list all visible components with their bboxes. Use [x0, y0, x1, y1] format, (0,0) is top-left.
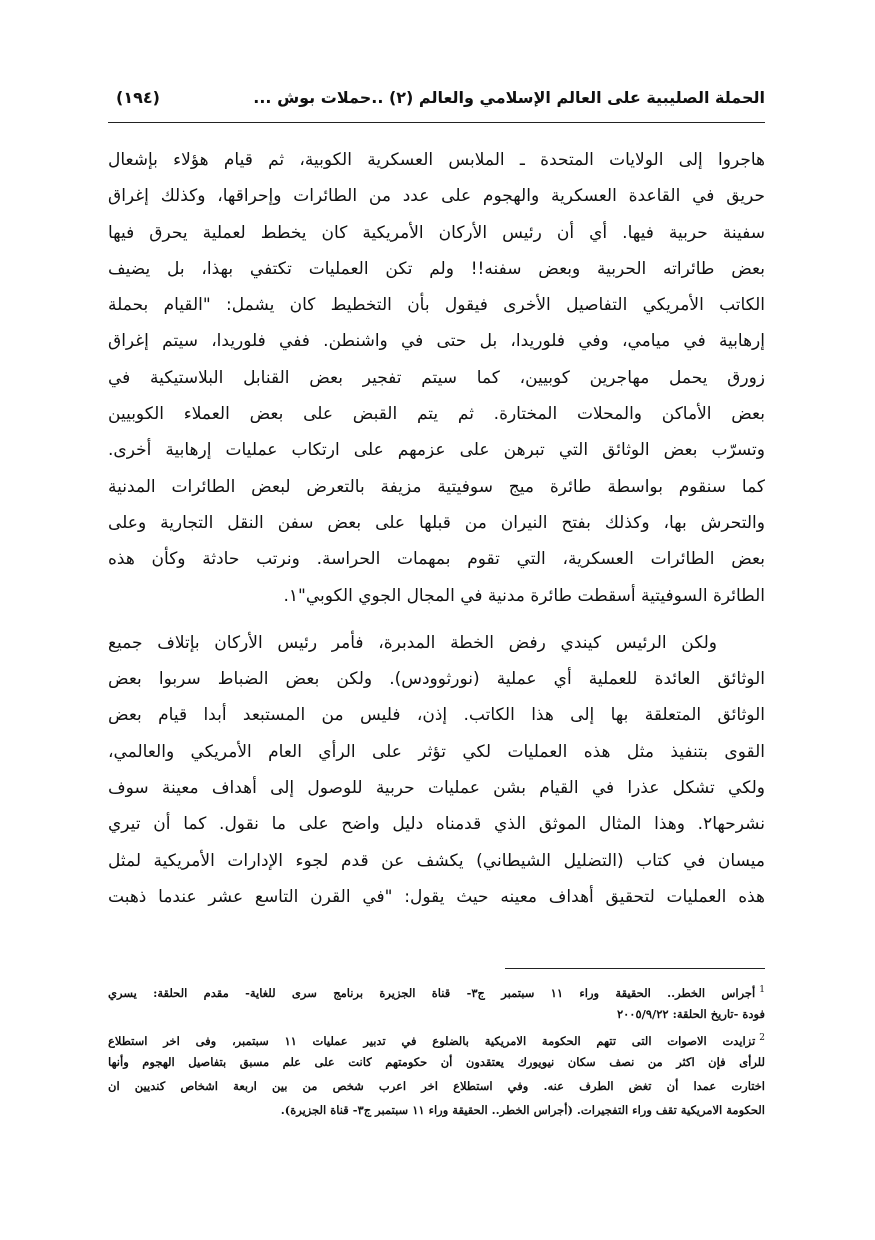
footnote-number: 1 — [759, 985, 765, 995]
footnote-divider — [505, 968, 765, 969]
text-line: القوى بتنفيذ مثل هذه العمليات لكي تؤثر على الرأي العام الأمريكي والعالمي، — [108, 741, 765, 762]
text-line: الوثائق العائدة للعملية أي عملية (نورثوودس). ولكن بعض الضباط سربوا بعض — [108, 669, 765, 690]
header-title: الحملة الصليبية على العالم الإسلامي والعالم (٢) ..حملات بوش ... — [253, 88, 765, 107]
text-line: ولكي تشكل عذرا في القيام بشن عمليات حربية للوصول إلى أهداف معينة سوف — [108, 778, 765, 799]
footnote-2-line: اختارت عمدا أن تغض الطرف عنه. وفي استطلاع اخر اعرب شخص من بين اربعة اشخاص كنديين ان — [108, 1079, 765, 1093]
footnote-text: أجراس الخطر.. الحقيقة وراء ١١ سبتمبر ج٣- قناة الجزيرة برنامج سرى للغاية- مقدم الحلقة: يسري — [108, 985, 756, 1000]
footnote-number: 2 — [759, 1033, 765, 1043]
text-line: زورق يحمل مهاجرين كوبيين، كما سيتم تفجير بعض القنابل البلاستيكية في — [108, 367, 765, 388]
text-line: والتحرش بها، وكذلك بفتح النيران من قبلها على بعض سفن النقل التجارية وعلى — [108, 512, 765, 533]
footnote-1-line — [108, 978, 765, 1002]
footnote-1-line: فودة -تاريخ الحلقة: ٢٠٠٥/٩/٢٢ — [616, 1007, 765, 1021]
text-line: الكاتب الأمريكي التفاصيل الأخرى فيقول بأن التخطيط كان يشمل: "القيام بحملة — [108, 295, 765, 316]
text-line: نشرحها٢. وهذا المثال الموثق الذي قدمناه دليل واضح على ما نقول. كما أن تيري — [108, 814, 765, 835]
text-line: إرهابية في ميامي، وفي فلوريدا، بل حتى في واشنطن. ففي فلوريدا، سيتم إغراق — [108, 331, 765, 352]
page-number: (١٩٤) — [116, 88, 160, 107]
text-line: حريق في القاعدة العسكرية والهجوم على عدد من الطائرات وإحراقها، وكذلك إغراق — [108, 186, 765, 207]
text-line: سفينة حربية فيها. أي أن رئيس الأركان الأمريكية كان يخطط لعملية يحرق فيها — [108, 222, 765, 243]
text-line: كما سنقوم بواسطة طائرة ميج سوفيتية مزيفة بالتعرض لبعض الطائرات المدنية — [108, 476, 765, 497]
text-line: وتسرّب بعض الوثائق التي تبرهن على عزمهم على ارتكاب عمليات إرهابية أخرى. — [108, 440, 765, 461]
text-line: هاجروا إلى الولايات المتحدة ـ الملابس العسكرية الكوبية، ثم قيام هؤلاء بإشعال — [108, 150, 765, 170]
footnote-2-line: الحكومة الامريكية تقف وراء التفجيرات. (أجراس الخطر.. الحقيقة وراء ١١ سبتمبر ج٣- قناة الجزيرة). — [280, 1103, 765, 1117]
text-line: ميسان في كتاب (التضليل الشيطاني) يكشف عن قدم لجوء الإدارات الأمريكية لمثل — [108, 850, 765, 871]
footnote-2-line — [108, 1026, 765, 1050]
text-line: بعض طائراته الحربية وبعض سفنه!! ولم تكن العمليات تكتفي بهذا، بل يضيف — [108, 258, 765, 279]
text-line: بعض الأماكن والمحلات المختارة. ثم يتم القبض على بعض العملاء الكوبيين — [108, 404, 765, 425]
body-text — [108, 145, 765, 918]
text-line: ولكن الرئيس كيندي رفض الخطة المدبرة، فأمر رئيس الأركان بإتلاف جميع — [108, 632, 717, 653]
text-line: الوثائق المتعلقة بها إلى هذا الكاتب. إذن، فليس من المستبعد أبدا قيام بعض — [108, 705, 765, 726]
footnote-text: تزايدت الاصوات التى تتهم الحكومة الامريكية بالضلوع في تدبير عمليات ١١ سبتمبر، وفى اخر استطلاع — [108, 1033, 756, 1048]
text-line: الطائرة السوفيتية أسقطت طائرة مدنية في المجال الجوي الكوبي"١. — [283, 585, 765, 606]
text-line: بعض الطائرات العسكرية، التي تقوم بمهمات الحراسة. ونرتب حادثة وكأن هذه — [108, 549, 765, 570]
footnote-2-line: للرأى فإن اكثر من نصف سكان نيويورك يعتقدون أن حكومتهم كانت على علم مسبق بتفاصيل الهجوم وأنها — [108, 1055, 765, 1069]
text-line: هذه العمليات لتحقيق أهداف معينه حيث يقول: "في القرن التاسع عشر عندما ذهبت — [108, 886, 765, 907]
header-divider — [108, 122, 765, 123]
running-header — [108, 88, 765, 118]
footnotes — [108, 978, 765, 1122]
